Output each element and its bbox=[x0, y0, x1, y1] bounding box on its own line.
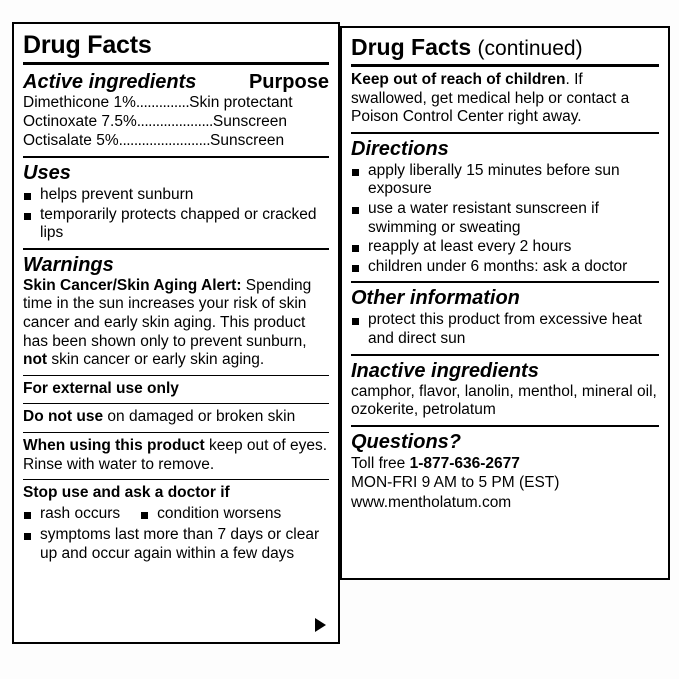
stop-use-inline-list bbox=[23, 505, 329, 525]
list-item: use a water resistant sunscreen if swimming or sweating bbox=[351, 200, 659, 237]
ingredient-name: Dimethicone 1% bbox=[23, 94, 136, 112]
hours-line: MON-FRI 9 AM to 5 PM (EST) bbox=[351, 474, 560, 492]
ingredient-row bbox=[23, 113, 329, 132]
active-ingredients-list bbox=[23, 94, 329, 151]
ingredient-purpose: Skin protectant bbox=[189, 94, 293, 112]
uses-list bbox=[23, 186, 329, 243]
divider bbox=[23, 432, 329, 433]
keep-out-label: Keep out of reach of children bbox=[351, 71, 566, 89]
list-item: condition worsens bbox=[140, 505, 301, 524]
ingredient-name: Octinoxate 7.5% bbox=[23, 113, 137, 131]
list-item: temporarily protects chapped or cracked lips bbox=[23, 206, 329, 243]
title-text: Drug Facts bbox=[351, 34, 472, 60]
phone-number: 1-877-636-2677 bbox=[409, 454, 520, 472]
keep-out-of-reach bbox=[351, 71, 659, 127]
external-use-only: For external use only bbox=[23, 379, 179, 397]
divider bbox=[351, 132, 659, 134]
questions-heading: Questions? bbox=[351, 430, 462, 453]
divider bbox=[351, 64, 659, 67]
ingredient-row bbox=[23, 94, 329, 113]
ingredient-dots: .............. bbox=[135, 94, 190, 112]
list-item: rash occurs bbox=[23, 505, 140, 524]
divider bbox=[23, 403, 329, 404]
do-not-use-label: Do not use bbox=[23, 408, 104, 426]
website-line: www.mentholatum.com bbox=[351, 493, 512, 511]
active-ingredients-header bbox=[23, 69, 329, 94]
stop-use-list bbox=[23, 526, 329, 563]
inactive-ingredients-text: camphor, flavor, lanolin, menthol, mineral oil, ozokerite, petrolatum bbox=[351, 382, 657, 419]
active-ingredients-heading: Active ingredients bbox=[23, 71, 197, 94]
title-continued-text: (continued) bbox=[477, 37, 583, 60]
ingredient-dots: ........................ bbox=[118, 132, 210, 150]
list-item: protect this product from excessive heat and direct sun bbox=[351, 311, 659, 348]
ingredient-row bbox=[23, 132, 329, 151]
divider bbox=[23, 62, 329, 65]
divider bbox=[23, 479, 329, 480]
ingredient-purpose: Sunscreen bbox=[210, 132, 285, 150]
ingredient-purpose: Sunscreen bbox=[212, 113, 287, 131]
divider bbox=[351, 425, 659, 427]
divider bbox=[23, 375, 329, 376]
when-using-this-product bbox=[23, 437, 329, 474]
directions-list bbox=[351, 162, 659, 277]
alert-label: Skin Cancer/Skin Aging Alert: bbox=[23, 276, 242, 294]
warnings-heading: Warnings bbox=[23, 253, 114, 276]
continuation-arrow-icon bbox=[315, 618, 326, 632]
keep-out-text: . If swallowed, get medical help or contact a Poison Control Center right away. bbox=[351, 71, 630, 126]
alert-not: not bbox=[23, 351, 48, 369]
divider bbox=[351, 281, 659, 283]
do-not-use bbox=[23, 408, 329, 427]
page-title-continued bbox=[351, 35, 659, 60]
directions-heading: Directions bbox=[351, 137, 449, 160]
alert-text: Spending time in the sun increases your risk of skin cancer and early skin aging. This product has been shown only to prevent sunburn, bbox=[23, 276, 312, 350]
list-item: helps prevent sunburn bbox=[23, 186, 329, 205]
drug-facts-panel-left bbox=[12, 22, 340, 644]
toll-free-line bbox=[351, 454, 659, 473]
when-using-label: When using this product bbox=[23, 436, 205, 454]
list-item: symptoms last more than 7 days or clear up and occur again within a few days bbox=[23, 526, 329, 563]
divider bbox=[23, 156, 329, 158]
alert-text-2: skin cancer or early skin aging. bbox=[47, 351, 265, 369]
other-information-heading: Other information bbox=[351, 287, 520, 310]
divider bbox=[23, 248, 329, 250]
list-item: reapply at least every 2 hours bbox=[351, 238, 659, 257]
toll-free-label: Toll free bbox=[351, 454, 410, 472]
purpose-heading: Purpose bbox=[248, 71, 329, 94]
drug-facts-panel-right bbox=[340, 26, 670, 580]
ingredient-dots: .................... bbox=[136, 113, 213, 131]
when-using-text: keep out of eyes. Rinse with water to remove. bbox=[23, 436, 328, 473]
do-not-use-text: on damaged or broken skin bbox=[103, 408, 296, 426]
list-item: apply liberally 15 minutes before sun exposure bbox=[351, 162, 659, 199]
divider bbox=[351, 354, 659, 356]
skin-cancer-alert bbox=[23, 277, 329, 370]
list-item: children under 6 months: ask a doctor bbox=[351, 258, 659, 277]
page-title: Drug Facts bbox=[23, 31, 152, 59]
other-information-list bbox=[351, 311, 659, 348]
ingredient-name: Octisalate 5% bbox=[23, 132, 119, 150]
uses-heading: Uses bbox=[23, 161, 71, 184]
stop-use-heading: Stop use and ask a doctor if bbox=[23, 484, 230, 502]
inactive-ingredients-heading: Inactive ingredients bbox=[351, 359, 539, 382]
